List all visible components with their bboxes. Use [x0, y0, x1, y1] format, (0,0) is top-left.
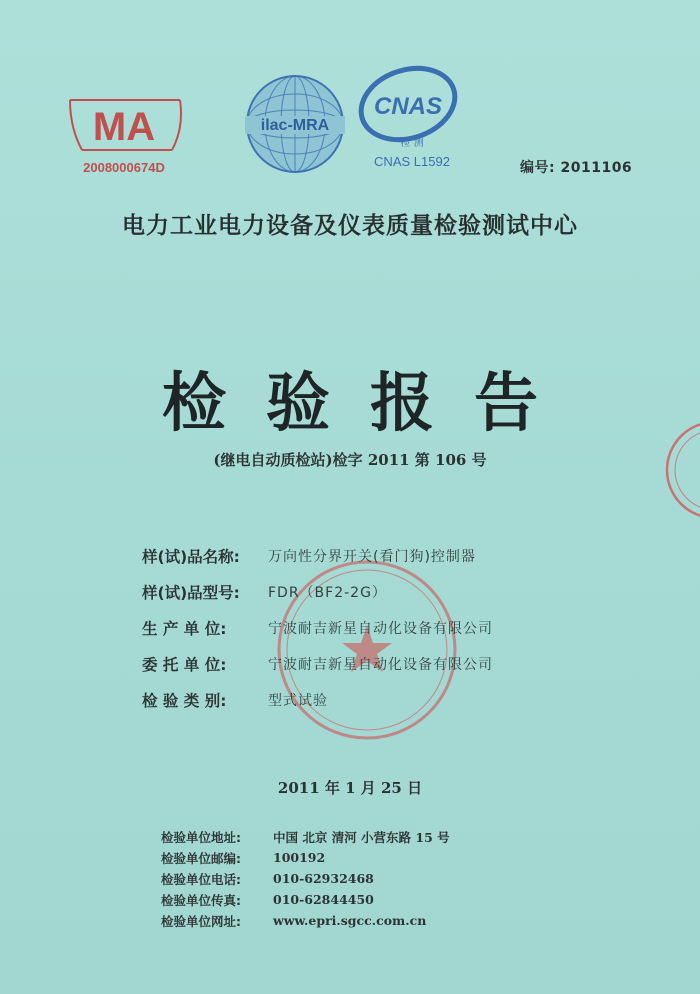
cnas-logo-text: CNAS — [373, 93, 443, 120]
contact-value: www.epri.sgcc.com.cn — [273, 913, 427, 928]
contact-row-website — [161, 910, 450, 931]
contact-row-fax — [161, 889, 450, 910]
document-code: (继电自动质检站)检字 2011 第 106 号 — [213, 451, 487, 469]
info-row-test-type — [142, 682, 493, 718]
contact-info — [161, 826, 450, 931]
info-value: 型式试验 — [268, 693, 328, 709]
info-value: 宁波耐吉新星自动化设备有限公司 — [268, 657, 493, 673]
ilac-mra-logo — [240, 72, 350, 177]
cnas-number: CNAS L1592 — [374, 154, 450, 169]
cnas-sub-text: 检 测 — [400, 138, 424, 149]
contact-label: 检验单位传真: — [161, 892, 241, 908]
report-number — [520, 157, 632, 177]
info-label: 生 产 单 位: — [142, 620, 227, 638]
contact-label: 检验单位网址: — [161, 913, 241, 929]
cnas-logo — [352, 62, 464, 177]
info-row-sample-name — [142, 538, 493, 574]
report-number-label: 编号: — [520, 160, 556, 176]
info-row-sample-model — [142, 574, 493, 610]
info-row-client — [142, 646, 493, 682]
sample-info — [142, 538, 493, 718]
contact-label: 检验单位电话: — [161, 871, 241, 887]
contact-value: 中国 北京 清河 小营东路 15 号 — [273, 829, 450, 845]
organization-name: 电力工业电力设备及仪表质量检验测试中心 — [122, 213, 578, 239]
info-label: 委 托 单 位: — [142, 656, 227, 674]
contact-row-postcode — [161, 847, 450, 868]
ilac-logo-text: ilac-MRA — [260, 117, 330, 134]
report-date: 2011 年 1 月 25 日 — [277, 779, 423, 797]
info-label: 检 验 类 别: — [142, 692, 227, 710]
info-label: 样(试)品型号: — [142, 584, 240, 602]
cma-logo — [62, 88, 187, 180]
contact-value: 010-62932468 — [273, 871, 374, 886]
report-number-value: 2011106 — [560, 160, 633, 176]
info-value: 万向性分界开关(看门狗)控制器 — [268, 549, 476, 565]
contact-label: 检验单位邮编: — [161, 850, 241, 866]
side-seal-stamp — [660, 415, 700, 525]
cma-number: 2008000674D — [83, 160, 165, 175]
info-row-manufacturer — [142, 610, 493, 646]
contact-value: 100192 — [273, 850, 326, 865]
contact-row-address — [161, 826, 450, 847]
contact-value: 010-62844450 — [273, 892, 374, 907]
cma-logo-text: MA — [92, 105, 156, 149]
report-title: 检验报告 — [162, 366, 578, 441]
info-value: FDR（BF2-2G） — [268, 585, 387, 601]
info-value: 宁波耐吉新星自动化设备有限公司 — [268, 621, 493, 637]
contact-label: 检验单位地址: — [161, 829, 241, 845]
contact-row-phone — [161, 868, 450, 889]
info-label: 样(试)品名称: — [142, 548, 240, 566]
